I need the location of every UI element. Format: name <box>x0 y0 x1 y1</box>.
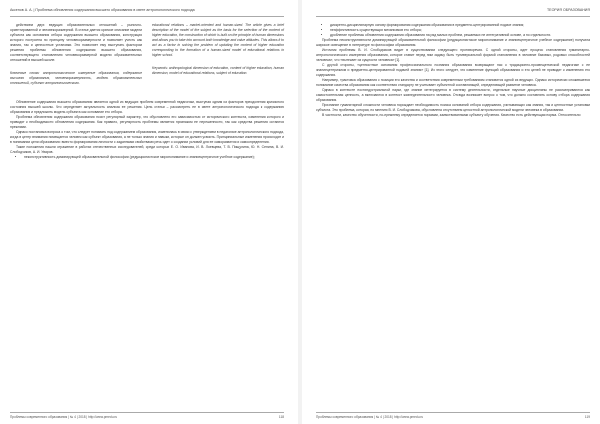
keywords-en: Keywords: anthropological dimension of education, content of higher education, human dimension, model of educational relations, subject of education. <box>152 66 284 75</box>
bullet-list <box>10 155 284 160</box>
paragraph: Однако постановка вопроса о том, что следует понимать под содержанием образования, изменилась в связи с утверждением в педагогике антропологического подхода, когда в центр внимания помещается человек как субъект образования, а не только знания и навыки, которые он должен усвоить. Принципиальные изменения происходят и в понимании цели образования: вместо формирования личности с заданными свойствами речь идет о создании условий для ее саморазвития и самоопределения. <box>10 130 284 144</box>
page-number: 119 <box>584 415 590 419</box>
paragraph: Источник проблемы В. И. Слободчиков видит в существовании следующего противоречия. С одной стороны, идет процесс становления гуманитарно-антропологического измерения образования, которое ставит перед ним задачу быть «универсальной формой становления в человеке базовых, родовых способностей человека», что «вытекает из сущности человека» [1]. <box>316 48 590 62</box>
right-page <box>306 0 600 424</box>
list-item: • дробление проблемы обновления содержания образования на ряд малых проблем, решаемых не интегративной основе, а по отдельности. <box>330 33 590 38</box>
page-number: 118 <box>278 415 284 419</box>
footer-journal: Проблемы современного образования | № 4 | 2018 | http://www.pmedu.ru <box>316 415 424 419</box>
paragraph: Такие положения нашли отражение в работах отечественных исследователей, среди которых Е. О. Иванова, И. В. Лоевцева, Т. В. Пищулина, Ю. Н. Сенина, В. И. Слободчиков, А. И. Уваров. <box>10 145 284 154</box>
running-head-right: ТЕОРИЯ ОБРАЗОВАНИЯ <box>316 8 590 17</box>
abstract-en-text: educational relations – market-oriented and human-sized. The article gives a brief description of the model of the subject as the basis for the selection of the content of higher education, the construction of which is built on the principle of human dimensions and allows you to take into account both knowledge and value attitudes. This allows it to act as a factor in solving the problem of updating the content of higher education corresponding to the formation of a human-sized model of educational relations in higher school. <box>152 23 284 57</box>
keywords-ru: Ключевые слова: антропологическое измерение образования, содержание высшего образования, человекоразмерность, модель образовательных отношений, субъект антропологического. <box>10 71 142 85</box>
footer-left-page <box>10 412 284 419</box>
spread-gutter <box>298 0 302 424</box>
paragraph: Например, трактовка образования с позиции его качества и соответствия современным требованиям становится одной из ведущих. Однако исторически сложившееся понимание качества образования как соответствия стандарту не учитывает субъектной составляющей, определяющей развитие человека. <box>316 78 590 87</box>
footer-journal: Проблемы современного образования | № 4 | 2018 | http://www.pmedu.ru <box>10 415 118 419</box>
left-body <box>10 100 284 160</box>
paragraph: В частности, качество обученности, по-прежнему определяется нормами, заимствованными субъекту обучения. Качество есть действующая норма. Относительно <box>322 113 581 117</box>
paragraph: Обновление содержания высшего образования является одной из ведущих проблем современной педагогики, выступая одним из факторов преодоления кризисного состояния высшей школы. Что определяет актуальность анализа ее решения. Цель статьи – рассмотреть ее в свете антропологического подхода к содержанию образования и предложить модель субъекта как основание его отбора. <box>10 100 284 114</box>
abstract-russian <box>10 23 142 86</box>
abstract-ru-text: действием двух ведущих образовательных отношений – рыночно-ориентированной и человекоразмерной. В статье дается краткое описание модели субъекта как основания отбора содержания высшего образования, конструкция которого построена по принципу человекоразмерности и позволяет учесть как знания, так и ценностные установки. Это позволяет ему выступать фактором решения проблемы обновления содержания высшего образования, соответствующего становлению человекоразмерной модели образовательных отношений в высшей школе. <box>10 23 142 62</box>
paragraph: Проблема обновления содержания образования носит регулярный характер, что обусловлено его зависимостью от исторического контекста, изменения которого и приводят к необходимости обновления содержания. Как правило, регулярность проблемы является признаком ее нерешенности, так как средства решения остаются прежними. <box>10 115 284 129</box>
list-item: • дискретно-дисциплинарную основу формирования содержания образования в предметно-центрированной подаче знания; <box>330 23 590 28</box>
paragraph: С другой стороны, «ценностные основания профессионального познания образования возвращают нас к традиционно-просвещенческой педагогике с ее знаниецентризмом и предметно-центрированной подачей знания» [1]. Из этого следует, что изменение функций образования и его целей не приводит к изменению его содержания. <box>316 63 590 77</box>
footer-right-page <box>316 412 590 419</box>
left-page <box>0 0 294 424</box>
right-body <box>316 23 590 118</box>
bullet-list <box>316 23 590 38</box>
paragraph: Однако в контексте постиндустриальной науки, где знание интегрируется в систему деятельности, отдельные научные дисциплины не рассматриваются как самостоятельная ценность, а включаются в контекст жизнедеятельности человека. Отсюда возникает вопрос о том, что должно составлять основу отбора содержания образования. <box>316 88 590 102</box>
abstract-columns <box>10 23 284 86</box>
list-item: • неконструктивность доминирующей образовательной философии (редукционистское миропонимание и знаниецентричное учебное содержание); <box>24 155 284 160</box>
abstract-english <box>152 23 284 86</box>
paragraph: Проблема неконструктивности доминирующей образовательной философии (редукционистское миропонимание и знаниецентричное учебное содержание) получила широкое освещение в литературе по философии образования. <box>316 38 590 47</box>
running-head-left: Аксенов А. А. | Проблема обновления содержания высшего образования в свете антропологического подхода <box>10 8 284 17</box>
list-item: • неэффективность существующих механизмов его отбора; <box>330 28 590 33</box>
paragraph: Признание гуманитарной сложности человека порождает необходимость поиска оснований отбора содержания, учитывающих как знания, так и ценностные установки субъекта. Это проблема, которая, по мнению В. И. Слободчикова, обусловлена отсутствием целостной антропологической модели человека в образовании. <box>316 103 590 112</box>
